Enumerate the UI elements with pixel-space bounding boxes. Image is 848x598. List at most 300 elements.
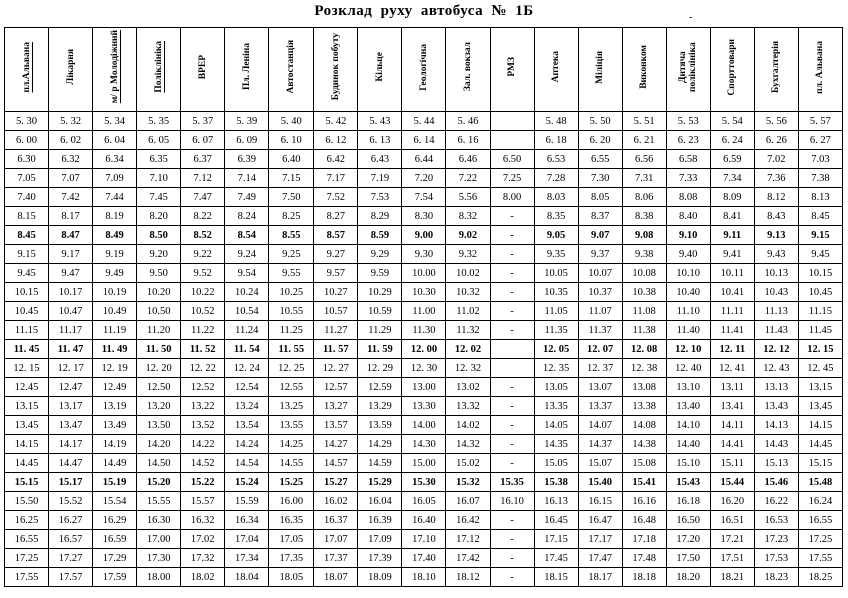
schedule-title: Розклад руху автобуса № 1Б: [314, 3, 534, 19]
time-cell: 8.13: [798, 188, 842, 207]
time-cell: 17.07: [314, 530, 358, 549]
time-cell: 10.10: [666, 264, 710, 283]
time-cell: 8.12: [754, 188, 798, 207]
time-cell: 9.40: [666, 245, 710, 264]
time-cell: 13.17: [49, 397, 93, 416]
column-header: [93, 28, 137, 112]
time-cell: 9.22: [181, 245, 225, 264]
time-cell: 10.49: [93, 302, 137, 321]
time-cell: 17.09: [358, 530, 402, 549]
time-cell: 13.08: [622, 378, 666, 397]
time-cell: 11.24: [225, 321, 269, 340]
time-cell: 17.12: [446, 530, 490, 549]
time-cell: 18.02: [181, 568, 225, 587]
time-cell: 11.37: [578, 321, 622, 340]
time-cell: 5. 56: [754, 112, 798, 131]
time-cell: 9.32: [446, 245, 490, 264]
time-cell: 15.59: [225, 492, 269, 511]
time-cell: 6.46: [446, 150, 490, 169]
time-cell: 6. 00: [5, 131, 49, 150]
column-header: [666, 28, 710, 112]
time-cell: 16.40: [402, 511, 446, 530]
time-cell: 12. 43: [754, 359, 798, 378]
time-cell: 13.45: [5, 416, 49, 435]
time-cell: 11.00: [402, 302, 446, 321]
time-cell: 12. 12: [754, 340, 798, 359]
time-cell: 5. 48: [534, 112, 578, 131]
time-cell: 17.39: [358, 549, 402, 568]
time-cell: 16.47: [578, 511, 622, 530]
time-cell: 5. 39: [225, 112, 269, 131]
time-cell: 8.35: [534, 207, 578, 226]
time-cell: 13.55: [269, 416, 314, 435]
time-cell: 7.50: [269, 188, 314, 207]
time-cell: 18.17: [578, 568, 622, 587]
time-cell: 6. 27: [798, 131, 842, 150]
time-cell: 14.27: [314, 435, 358, 454]
time-cell: 16.55: [5, 530, 49, 549]
time-cell: 14.59: [358, 454, 402, 473]
time-cell: 14.17: [49, 435, 93, 454]
time-cell: -: [490, 302, 534, 321]
time-cell: 9.25: [269, 245, 314, 264]
time-cell: 14.57: [314, 454, 358, 473]
time-cell: 9.27: [314, 245, 358, 264]
stop-name: м/ р Молодіжний: [109, 30, 120, 104]
time-cell: 9.37: [578, 245, 622, 264]
time-cell: 10.15: [798, 264, 842, 283]
time-cell: 6.32: [49, 150, 93, 169]
time-cell: 10.40: [666, 283, 710, 302]
time-cell: 5. 46: [446, 112, 490, 131]
time-cell: 14.49: [93, 454, 137, 473]
time-cell: 10.20: [137, 283, 181, 302]
time-cell: -: [490, 321, 534, 340]
time-cell: 10.47: [49, 302, 93, 321]
table-row: [5, 245, 843, 264]
time-cell: 9.57: [314, 264, 358, 283]
time-cell: 12.50: [137, 378, 181, 397]
time-cell: 7.31: [622, 169, 666, 188]
time-cell: 17.59: [93, 568, 137, 587]
time-cell: 12. 37: [578, 359, 622, 378]
time-cell: 11.45: [798, 321, 842, 340]
time-cell: 13.50: [137, 416, 181, 435]
table-row: [5, 530, 843, 549]
table-row: [5, 188, 843, 207]
time-cell: 6.34: [93, 150, 137, 169]
time-cell: 9.20: [137, 245, 181, 264]
stop-name: Будинок побуту: [330, 33, 341, 101]
time-cell: 8.24: [225, 207, 269, 226]
time-cell: 12. 02: [446, 340, 490, 359]
stop-name: Геологічна: [418, 43, 429, 91]
time-cell: 17.05: [269, 530, 314, 549]
time-cell: 14.55: [269, 454, 314, 473]
time-cell: 17.57: [49, 568, 93, 587]
time-cell: 7.38: [798, 169, 842, 188]
time-cell: 8.27: [314, 207, 358, 226]
time-cell: -: [490, 511, 534, 530]
time-cell: 9.02: [446, 226, 490, 245]
time-cell: 5. 54: [710, 112, 754, 131]
time-cell: 12.45: [5, 378, 49, 397]
time-cell: 8.37: [578, 207, 622, 226]
time-cell: 13.59: [358, 416, 402, 435]
time-cell: 9.13: [754, 226, 798, 245]
time-cell: 7.33: [666, 169, 710, 188]
stop-name: пл.Альвана: [21, 41, 32, 93]
column-header: [49, 28, 93, 112]
stop-name: Лікарня: [65, 49, 76, 85]
table-row: [5, 549, 843, 568]
time-cell: 11. 52: [181, 340, 225, 359]
time-cell: 12. 17: [49, 359, 93, 378]
time-cell: 15.20: [137, 473, 181, 492]
time-cell: 14.10: [666, 416, 710, 435]
time-cell: 6. 07: [181, 131, 225, 150]
time-cell: 10.27: [314, 283, 358, 302]
table-row: [5, 226, 843, 245]
time-cell: 5.56: [446, 188, 490, 207]
time-cell: 8.43: [754, 207, 798, 226]
time-cell: 16.57: [49, 530, 93, 549]
time-cell: 15.15: [5, 473, 49, 492]
time-cell: 13.22: [181, 397, 225, 416]
time-cell: 12. 38: [622, 359, 666, 378]
column-header: [490, 28, 534, 112]
time-cell: 17.00: [137, 530, 181, 549]
time-cell: 12. 29: [358, 359, 402, 378]
time-cell: 13.13: [754, 378, 798, 397]
time-cell: 16.42: [446, 511, 490, 530]
time-cell: 6.40: [269, 150, 314, 169]
time-cell: 9.59: [358, 264, 402, 283]
time-cell: 8.06: [622, 188, 666, 207]
time-cell: 11.38: [622, 321, 666, 340]
time-cell: 18.18: [622, 568, 666, 587]
time-cell: 14.22: [181, 435, 225, 454]
time-cell: 17.42: [446, 549, 490, 568]
time-cell: 8.29: [358, 207, 402, 226]
time-cell: 15.05: [534, 454, 578, 473]
time-cell: 6. 05: [137, 131, 181, 150]
table-row: [5, 397, 843, 416]
time-cell: 6.59: [710, 150, 754, 169]
time-cell: 12. 22: [181, 359, 225, 378]
time-cell: 14.47: [49, 454, 93, 473]
time-cell: 7.47: [181, 188, 225, 207]
time-cell: 14.07: [578, 416, 622, 435]
time-cell: 15.46: [754, 473, 798, 492]
time-cell: 14.45: [5, 454, 49, 473]
time-cell: 9.41: [710, 245, 754, 264]
time-cell: 8.38: [622, 207, 666, 226]
time-cell: 12. 27: [314, 359, 358, 378]
time-cell: 17.10: [402, 530, 446, 549]
time-cell: 14.24: [225, 435, 269, 454]
time-cell: [490, 131, 534, 150]
time-cell: 5. 53: [666, 112, 710, 131]
time-cell: 14.41: [710, 435, 754, 454]
time-cell: 6. 02: [49, 131, 93, 150]
column-header: [622, 28, 666, 112]
table-row: [5, 340, 843, 359]
table-row: [5, 568, 843, 587]
time-cell: 17.27: [49, 549, 93, 568]
time-cell: 10.32: [446, 283, 490, 302]
time-cell: 12. 05: [534, 340, 578, 359]
time-cell: 13.27: [314, 397, 358, 416]
time-cell: 16.59: [93, 530, 137, 549]
time-cell: 11. 50: [137, 340, 181, 359]
table-row: [5, 302, 843, 321]
time-cell: 12. 15: [5, 359, 49, 378]
time-cell: 14.54: [225, 454, 269, 473]
time-cell: 10.37: [578, 283, 622, 302]
time-cell: 9.19: [93, 245, 137, 264]
table-row: [5, 454, 843, 473]
time-cell: 14.35: [534, 435, 578, 454]
time-cell: 17.21: [710, 530, 754, 549]
time-cell: -: [490, 226, 534, 245]
stop-name: Спорттовари: [727, 38, 738, 96]
time-cell: 9.17: [49, 245, 93, 264]
stop-name: Бухгалтерія: [771, 41, 782, 93]
time-cell: 8.50: [137, 226, 181, 245]
stop-name: ВРЕР: [197, 54, 208, 80]
timetable-body: [5, 112, 843, 587]
time-cell: 18.15: [534, 568, 578, 587]
time-cell: 16.32: [181, 511, 225, 530]
time-cell: 8.54: [225, 226, 269, 245]
time-cell: 15.40: [578, 473, 622, 492]
time-cell: 13.41: [710, 397, 754, 416]
time-cell: 8.57: [314, 226, 358, 245]
column-header: [358, 28, 402, 112]
time-cell: 11. 54: [225, 340, 269, 359]
column-header: [710, 28, 754, 112]
time-cell: 13.32: [446, 397, 490, 416]
time-cell: 7.45: [137, 188, 181, 207]
time-cell: 16.22: [754, 492, 798, 511]
time-cell: 12.47: [49, 378, 93, 397]
time-cell: 10.57: [314, 302, 358, 321]
time-cell: 11. 55: [269, 340, 314, 359]
time-cell: 17.23: [754, 530, 798, 549]
time-cell: 16.18: [666, 492, 710, 511]
time-cell: 8.00: [490, 188, 534, 207]
time-cell: 13.47: [49, 416, 93, 435]
time-cell: 13.30: [402, 397, 446, 416]
time-cell: [490, 359, 534, 378]
time-cell: 17.02: [181, 530, 225, 549]
time-cell: 5. 50: [578, 112, 622, 131]
table-row: [5, 511, 843, 530]
time-cell: 15.52: [49, 492, 93, 511]
stop-name: Автостанція: [286, 40, 297, 94]
time-cell: 7.28: [534, 169, 578, 188]
time-cell: 15.17: [49, 473, 93, 492]
time-cell: 9.47: [49, 264, 93, 283]
time-cell: 17.45: [534, 549, 578, 568]
time-cell: 16.35: [269, 511, 314, 530]
time-cell: 11. 45: [5, 340, 49, 359]
time-cell: 16.48: [622, 511, 666, 530]
stop-name: Кільце: [374, 52, 385, 82]
time-cell: 13.05: [534, 378, 578, 397]
time-cell: 8.32: [446, 207, 490, 226]
stop-name: Поліклініка: [153, 41, 164, 93]
time-cell: 9.45: [798, 245, 842, 264]
time-cell: 17.25: [798, 530, 842, 549]
time-cell: 16.20: [710, 492, 754, 511]
time-cell: 10.54: [225, 302, 269, 321]
column-header: [798, 28, 842, 112]
time-cell: 15.02: [446, 454, 490, 473]
time-cell: 7.14: [225, 169, 269, 188]
time-cell: 16.29: [93, 511, 137, 530]
table-row: [5, 416, 843, 435]
time-cell: 8.40: [666, 207, 710, 226]
time-cell: 11.22: [181, 321, 225, 340]
time-cell: 9.15: [798, 226, 842, 245]
time-cell: 10.22: [181, 283, 225, 302]
table-row: [5, 264, 843, 283]
stop-name: Дитяча поліклініка: [678, 42, 699, 92]
column-header: [225, 28, 269, 112]
time-cell: 13.15: [798, 378, 842, 397]
column-header: [446, 28, 490, 112]
time-cell: 12. 10: [666, 340, 710, 359]
time-cell: 15.00: [402, 454, 446, 473]
time-cell: 6. 24: [710, 131, 754, 150]
time-cell: -: [490, 530, 534, 549]
time-cell: 11.19: [93, 321, 137, 340]
time-cell: 18.07: [314, 568, 358, 587]
time-cell: 7.30: [578, 169, 622, 188]
time-cell: 9.29: [358, 245, 402, 264]
time-cell: 15.11: [710, 454, 754, 473]
column-header: [578, 28, 622, 112]
time-cell: 11.17: [49, 321, 93, 340]
time-cell: 7.34: [710, 169, 754, 188]
time-cell: 5. 51: [622, 112, 666, 131]
time-cell: 8.03: [534, 188, 578, 207]
column-header: [5, 28, 49, 112]
time-cell: 9.52: [181, 264, 225, 283]
time-cell: 12.52: [181, 378, 225, 397]
time-cell: 9.30: [402, 245, 446, 264]
time-cell: 14.52: [181, 454, 225, 473]
time-cell: 13.45: [798, 397, 842, 416]
time-cell: 14.38: [622, 435, 666, 454]
time-cell: 16.04: [358, 492, 402, 511]
time-cell: 14.43: [754, 435, 798, 454]
stop-name: Пл. Леніна: [241, 43, 252, 91]
time-cell: 15.38: [534, 473, 578, 492]
time-cell: -: [490, 378, 534, 397]
table-row: [5, 359, 843, 378]
column-header: [314, 28, 358, 112]
time-cell: 9.05: [534, 226, 578, 245]
stop-name: Зал. вокзал: [462, 42, 473, 92]
time-cell: 10.02: [446, 264, 490, 283]
time-cell: 10.35: [534, 283, 578, 302]
time-cell: 13.38: [622, 397, 666, 416]
time-cell: 6. 10: [269, 131, 314, 150]
time-cell: 7.44: [93, 188, 137, 207]
time-cell: 17.30: [137, 549, 181, 568]
time-cell: 15.19: [93, 473, 137, 492]
time-cell: 15.50: [5, 492, 49, 511]
time-cell: 17.20: [666, 530, 710, 549]
time-cell: 11.20: [137, 321, 181, 340]
time-cell: 15.27: [314, 473, 358, 492]
time-cell: 15.54: [93, 492, 137, 511]
time-cell: 12. 32: [446, 359, 490, 378]
time-cell: 15.29: [358, 473, 402, 492]
time-cell: 13.52: [181, 416, 225, 435]
column-header: [534, 28, 578, 112]
table-row: [5, 283, 843, 302]
time-cell: [490, 112, 534, 131]
time-cell: 12. 00: [402, 340, 446, 359]
time-cell: 10.59: [358, 302, 402, 321]
time-cell: 7.15: [269, 169, 314, 188]
time-cell: 11.35: [534, 321, 578, 340]
time-cell: 8.30: [402, 207, 446, 226]
time-cell: 10.00: [402, 264, 446, 283]
time-cell: 14.37: [578, 435, 622, 454]
time-cell: 6.39: [225, 150, 269, 169]
time-cell: 6. 13: [358, 131, 402, 150]
time-cell: 17.35: [269, 549, 314, 568]
time-cell: 13.49: [93, 416, 137, 435]
time-cell: 10.13: [754, 264, 798, 283]
time-cell: 16.00: [269, 492, 314, 511]
time-cell: 11.05: [534, 302, 578, 321]
time-cell: 12. 45: [798, 359, 842, 378]
time-cell: 14.19: [93, 435, 137, 454]
time-cell: 17.32: [181, 549, 225, 568]
time-cell: 17.15: [534, 530, 578, 549]
time-cell: 18.23: [754, 568, 798, 587]
time-cell: 12. 41: [710, 359, 754, 378]
time-cell: 8.49: [93, 226, 137, 245]
time-cell: 15.41: [622, 473, 666, 492]
time-cell: 9.45: [5, 264, 49, 283]
time-cell: 8.45: [798, 207, 842, 226]
table-row: [5, 131, 843, 150]
table-row: [5, 435, 843, 454]
time-cell: 15.10: [666, 454, 710, 473]
time-cell: 15.25: [269, 473, 314, 492]
time-cell: 16.50: [666, 511, 710, 530]
time-cell: 16.24: [798, 492, 842, 511]
time-cell: 12. 35: [534, 359, 578, 378]
time-cell: 11.08: [622, 302, 666, 321]
time-cell: 6.42: [314, 150, 358, 169]
time-cell: 17.48: [622, 549, 666, 568]
time-cell: 11. 49: [93, 340, 137, 359]
time-cell: 12. 07: [578, 340, 622, 359]
time-cell: 7.49: [225, 188, 269, 207]
time-cell: 10.25: [269, 283, 314, 302]
time-cell: 13.40: [666, 397, 710, 416]
time-cell: 14.15: [5, 435, 49, 454]
time-cell: 11. 59: [358, 340, 402, 359]
